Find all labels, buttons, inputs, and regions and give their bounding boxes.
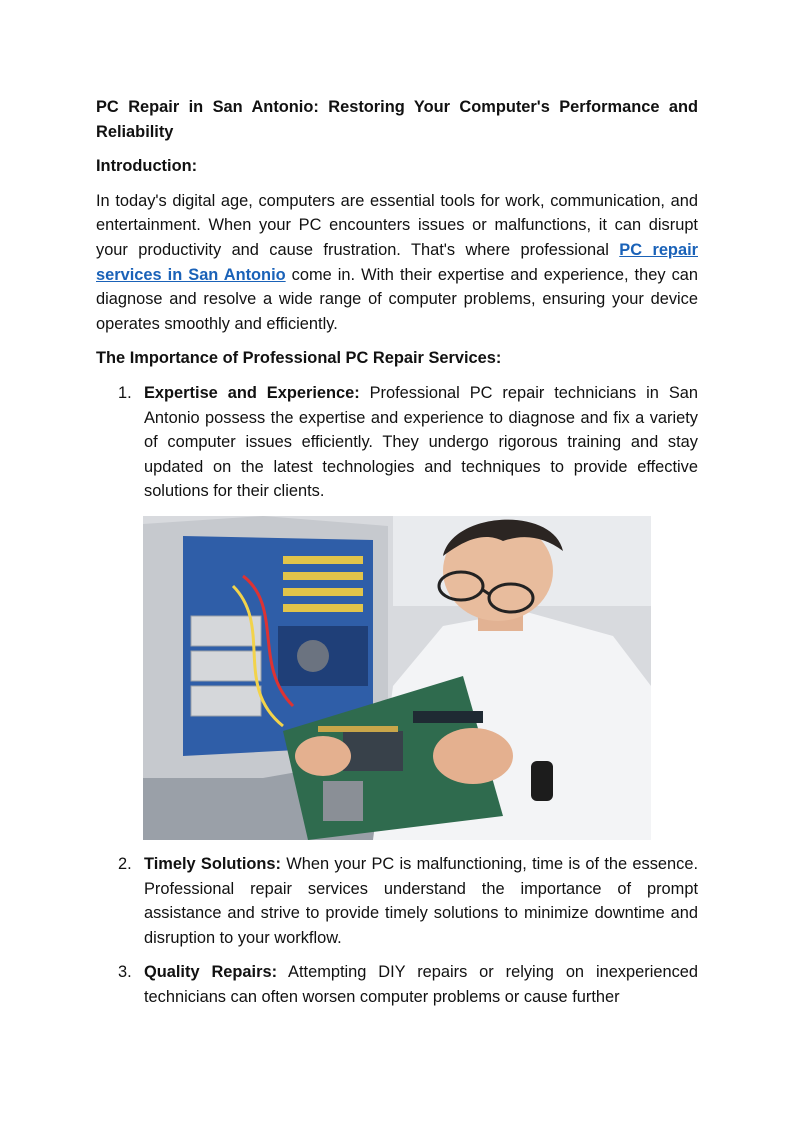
- list-number: 1.: [118, 383, 132, 402]
- list-item-text: Professional PC repair technicians in San Antonio possess the expertise and experience to diagnose and fix a variety of computer issues efficiently. They undergo rigorous training and stay updated on the latest technologies and techniques to provide effective solutions for their clients.: [144, 383, 698, 501]
- document-page: [96, 95, 698, 1019]
- pc-repair-link[interactable]: PC repair services in San Antonio: [96, 240, 698, 284]
- intro-text-end: come in. With their expertise and experience, they can diagnose and resolve a wide range of computer problems, ensuring your device operates smoothly and efficiently.: [96, 265, 698, 333]
- list-item-label: Timely Solutions:: [144, 854, 282, 873]
- list-item: [96, 381, 698, 504]
- technician-repairing-pc-photo: [143, 516, 651, 840]
- document-title: PC Repair in San Antonio: Restoring Your Computer's Performance and Reliability: [96, 98, 698, 141]
- section-heading: The Importance of Professional PC Repair Services:: [96, 349, 502, 368]
- list-item-label: Quality Repairs:: [144, 963, 278, 982]
- intro-heading: Introduction:: [96, 157, 198, 176]
- intro-paragraph: [96, 189, 698, 337]
- list-number: 2.: [118, 854, 132, 873]
- list-item: [96, 960, 698, 1009]
- list-item-text: When your PC is malfunctioning, time is of the essence. Professional repair services understand the importance of prompt assistance and strive to provide timely solutions to minimize downtime and disruption to your workflow.: [144, 854, 698, 947]
- list-item: [96, 852, 698, 950]
- list-item-label: Expertise and Experience:: [144, 383, 360, 402]
- list-number: 3.: [118, 963, 132, 982]
- list-item-text: Attempting DIY repairs or relying on inexperienced technicians can often worsen computer problems or cause further: [144, 963, 698, 1006]
- intro-text-start: In today's digital age, computers are essential tools for work, communication, and entertainment. When your PC encounters issues or malfunctions, it can disrupt your productivity and cause frustration. That's where professional: [96, 191, 698, 259]
